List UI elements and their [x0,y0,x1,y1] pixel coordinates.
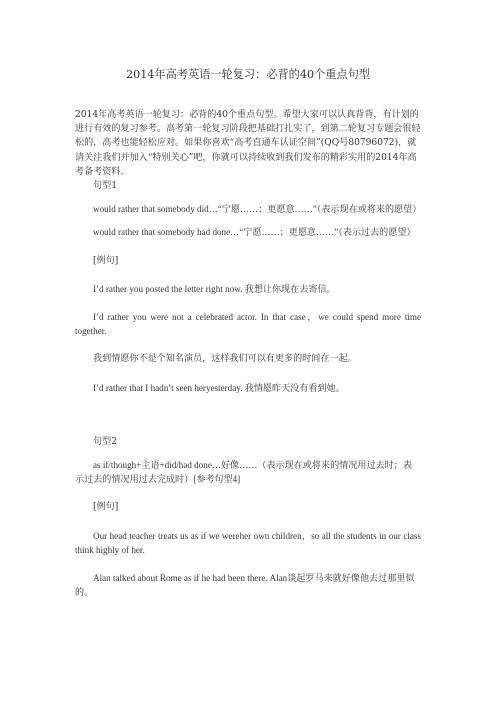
example-sentence-4: Our head teacher treats us as if we wereher own children，so all the students in our class think highly of her. [75,530,421,555]
pattern-2-line: as if/though+主语+did/had done…好像……（表示现在或将来的情况用过去时；表示过去的情况用过去完成时）[参考句型4] [75,460,412,485]
pattern-1-line-2: would rather that somebody had done…“宁愿……；更愿意……”（表示过去的愿望） [93,227,416,238]
intro-paragraph: 2014年高考英语一轮复习：必背的40个重点句型。希望大家可以认真背背，有计划的进行有效的复习参考。高考第一轮复习阶段把基础打扎实了，到第二轮复习专题会很轻松的，高考也能轻松应对。如果你喜欢“高考直通车认证空间”(QQ号80796072)，就请关注我们并加入“特别关心”吧，你就可以持续收到我们发布的精彩实用的2014年高考备考资料。 [75,110,421,177]
pattern-2-heading: 句型2 [93,436,117,447]
pattern-1-line-1: would rather that somebody did…“宁愿……；更愿意……”（表示现在或将来的愿望） [93,204,422,215]
example-sentence-2: I’d rather you were not a celebrated actor. In that case，we could spend more time together. [75,312,421,337]
pattern-1-heading: 句型1 [93,181,117,192]
example-sentence-2-translation: 我到情愿你不是个知名演员，这样我们可以有更多的时间在一起。 [93,354,357,365]
example-label: [例句] [93,502,119,513]
example-sentence-5: Alan talked about Rome as if he had been there. Alan谈起罗马来就好像他去过那里似的。 [75,573,415,598]
example-sentence-3: I’d rather that I hadn’t seen heryesterday. 我情愿昨天没有看到她。 [93,382,345,393]
document-title: 2014年高考英语一轮复习：必背的40个重点句型 [125,68,371,81]
example-label: [例句] [93,255,119,266]
document-body [75,108,421,599]
example-sentence-1: I’d rather you posted the letter right now. 我想让你现在去寄信。 [93,283,336,294]
